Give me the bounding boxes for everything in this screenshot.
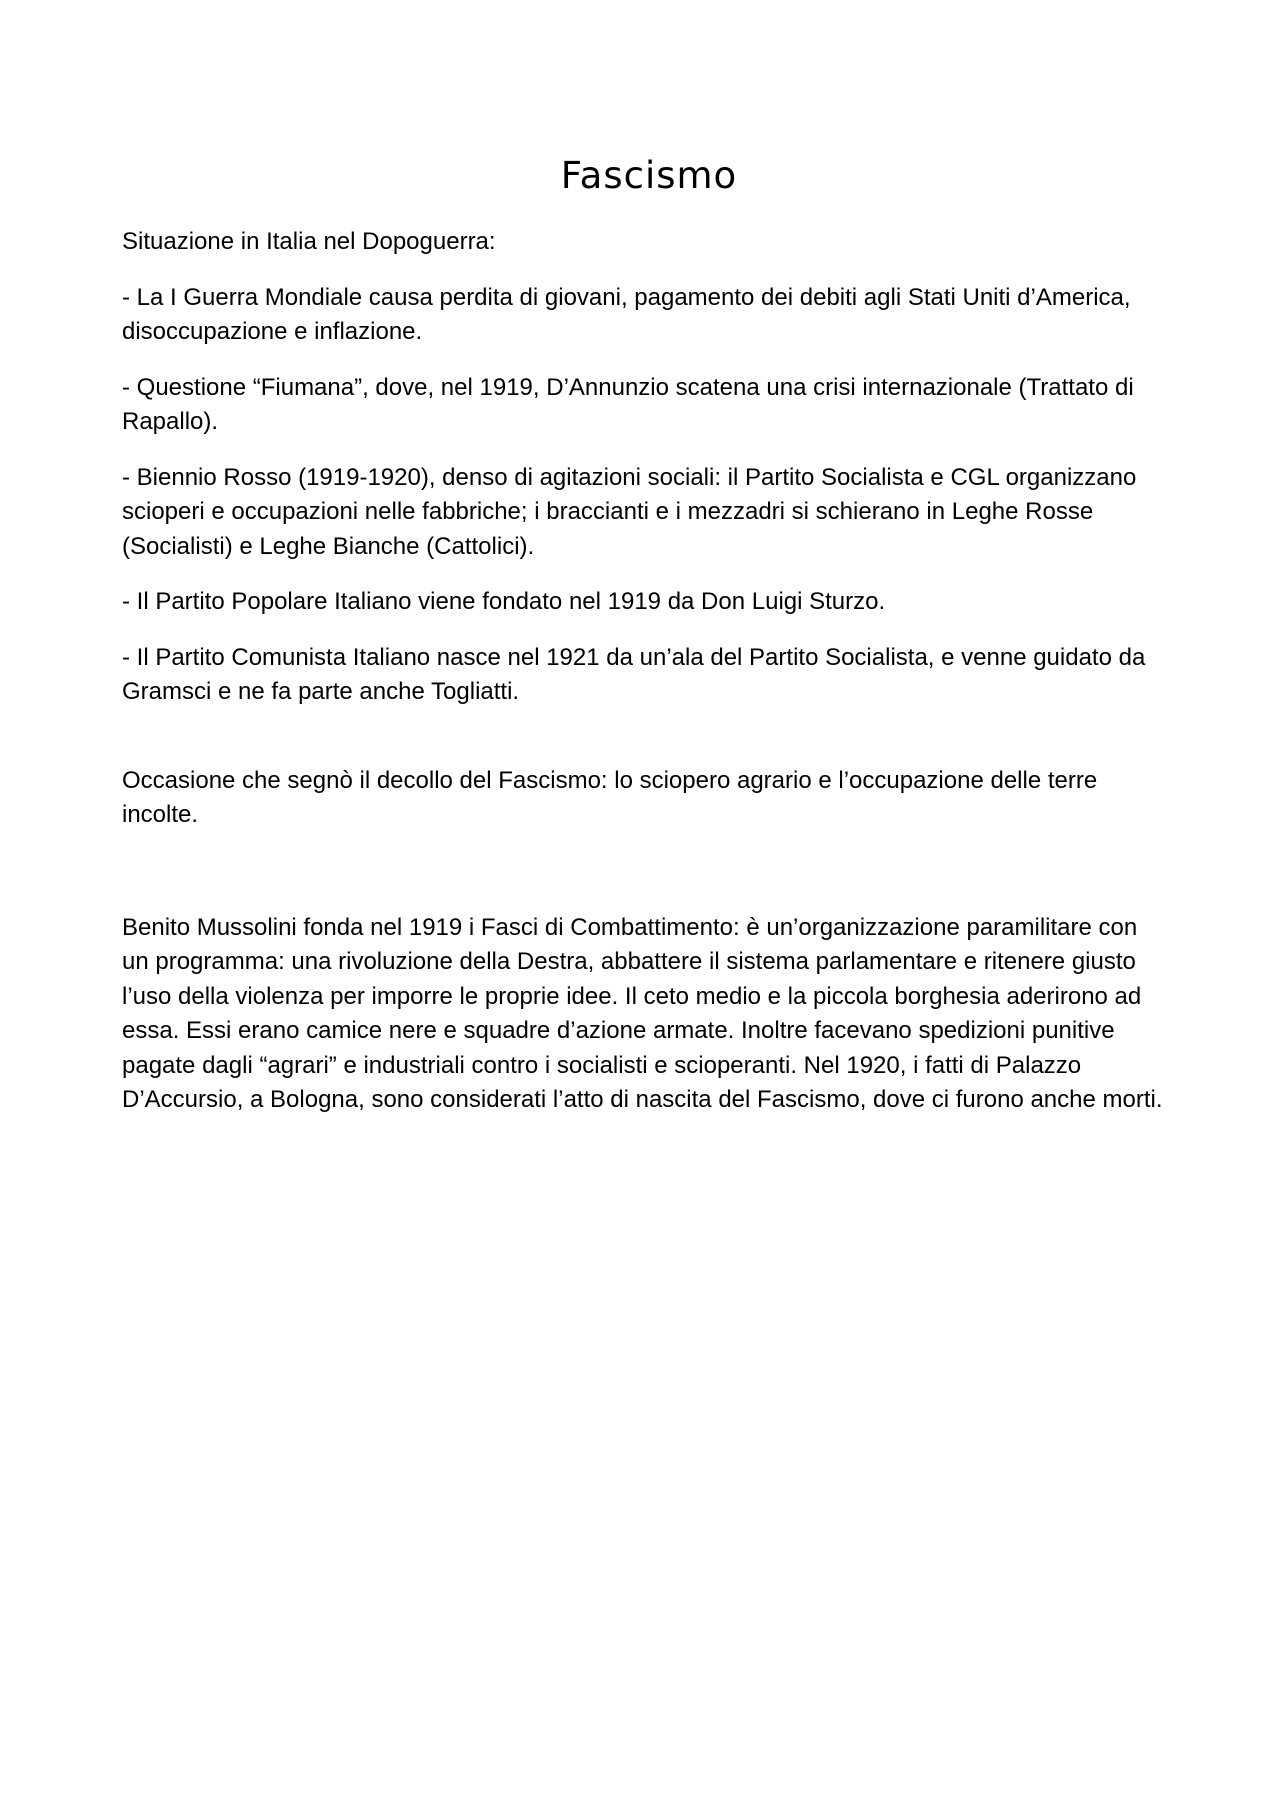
page-title: Fascismo — [560, 154, 738, 197]
document-body — [122, 225, 1167, 1139]
bullet-fiume-question: - Questione “Fiumana”, dove, nel 1919, D’Annunzio scatena una crisi internazionale (Trattato di Rapallo). — [122, 373, 1134, 435]
occasion-paragraph: Occasione che segnò il decollo del Fascismo: lo sciopero agrario e l’occupazione delle terre incolte. — [122, 766, 1098, 828]
mussolini-paragraph: Benito Mussolini fonda nel 1919 i Fasci di Combattimento: è un’organizzazione paramilitare con un programma: una rivoluzione della Destra, abbattere il sistema parlamentare e ritenere giusto l’uso della violenza per imporre le proprie idee. Il ceto medio e la piccola borghesia aderirono ad essa. Essi erano camice nere e squadre d’azione armate. Inoltre facevano spedizioni punitive pagate dagli “agrari” e industriali contro i socialisti e scioperanti. Nel 1920, i fatti di Palazzo D’Accursio, a Bologna, sono considerati l’atto di nascita del Fascismo, dove ci furono anche morti. — [122, 913, 1163, 1113]
bullet-war-consequences: - La I Guerra Mondiale causa perdita di giovani, pagamento dei debiti agli Stati Uniti d’America, disoccupazione e inflazione. — [122, 283, 1131, 345]
intro-paragraph: Situazione in Italia nel Dopoguerra: — [122, 228, 496, 255]
bullet-biennio-rosso: - Biennio Rosso (1919-1920), denso di agitazioni sociali: il Partito Socialista e CGL organizzano scioperi e occupazioni nelle fabbriche; i braccianti e i mezzadri si schierano in Leghe Rosse (Socialisti) e Leghe Bianche (Cattolici). — [122, 463, 1137, 560]
bullet-partito-popolare: - Il Partito Popolare Italiano viene fondato nel 1919 da Don Luigi Sturzo. — [122, 588, 886, 615]
bullet-partito-comunista: - Il Partito Comunista Italiano nasce nel 1921 da un’ala del Partito Socialista, e venne guidato da Gramsci e ne fa parte anche Togliatti. — [122, 643, 1146, 705]
